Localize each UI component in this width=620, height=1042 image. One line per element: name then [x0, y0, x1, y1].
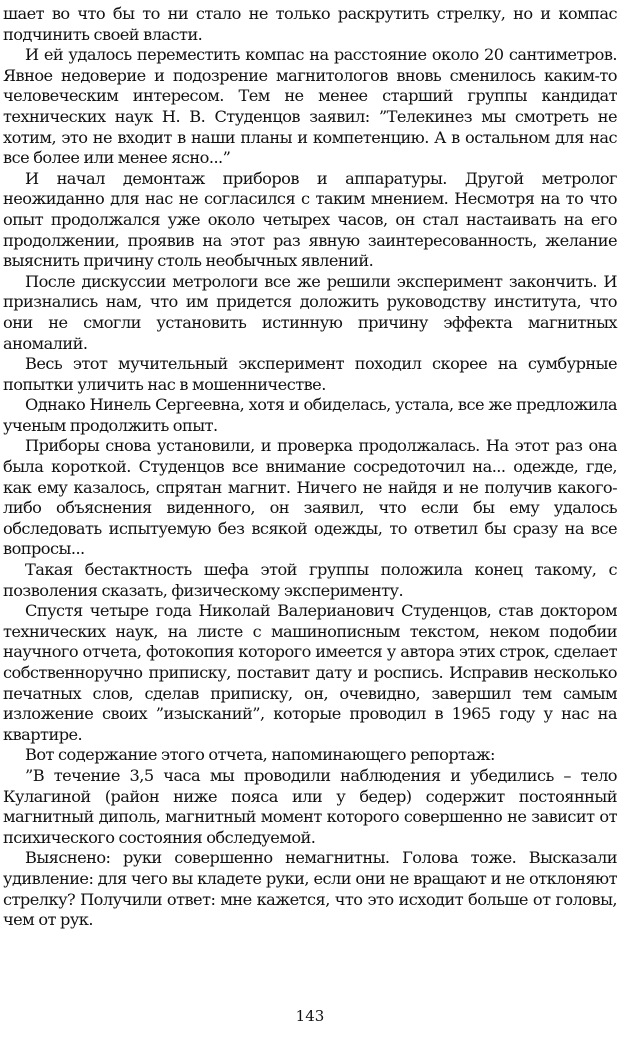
body-text — [3, 4, 617, 931]
paragraph: После дискуссии метрологи все же решили эксперимент закончить. И признались нам, что им придется доложить руководству института, что они не смогли установить истинную причину эффекта магнитных аномалий. — [3, 271, 617, 353]
paragraph: И ей удалось переместить компас на расстояние около 20 сантиметров. Явное недоверие и подозрение магнитологов вновь сменилось каким-то человеческим интересом. Тем не менее старший группы кандидат технических наук Н. В. Студенцов заявил: ”Телекинез мы смотреть не хотим, это не входит в наши планы и компетенцию. А в остальном для нас все более или менее ясно...” — [3, 45, 617, 168]
paragraph: Выяснено: руки совершенно немагнитны. Голова тоже. Высказали удивление: для чего вы кладете руки, если они не вращают и не отклоняют стрелку? Получили ответ: мне кажется, что это исходит больше от головы, чем от рук. — [3, 848, 617, 930]
paragraph: Спустя четыре года Николай Валерианович Студенцов, став доктором технических наук, на листе с машинописным текстом, неком подобии научного отчета, фотокопия которого имеется у автора этих строк, сделает собственноручно приписку, поставит дату и роспись. Исправив несколько печатных слов, сделав приписку, он, очевидно, завершил тем самым изложение своих ”изысканий”, которые проводил в 1965 году у нас на квартире. — [3, 601, 617, 744]
paragraph: Однако Нинель Сергеевна, хотя и обиделась, устала, все же предложила ученым продолжить опыт. — [3, 395, 617, 435]
paragraph: Такая бестактность шефа этой группы положила конец такому, с позволения сказать, физическому эксперименту. — [3, 560, 617, 600]
page-number: 143 — [295, 1007, 325, 1025]
paragraph: шает во что бы то ни стало не только раскрутить стрелку, но и компас подчинить своей власти. — [3, 4, 617, 44]
paragraph: ”В течение 3,5 часа мы проводили наблюдения и убедились – тело Кулагиной (район ниже пояса или у бедер) содержит постоянный магнитный диполь, магнитный момент которого совершенно не зависит от психического состояния обследуемой. — [3, 765, 617, 847]
paragraph: Весь этот мучительный эксперимент походил скорее на сумбурные попытки уличить нас в мошенничестве. — [3, 354, 617, 394]
paragraph: И начал демонтаж приборов и аппаратуры. Другой метролог неожиданно для нас не согласился с таким мнением. Несмотря на то что опыт продолжался уже около четырех часов, он стал настаивать на его продолжении, проявив на этот раз явную заинтересованность, желание выяснить причину столь необычных явлений. — [3, 168, 617, 271]
paragraph: Вот содержание этого отчета, напоминающего репортаж: — [25, 745, 495, 765]
paragraph: Приборы снова установили, и проверка продолжалась. На этот раз она была короткой. Студенцов все внимание сосредоточил на... одежде, где, как ему казалось, спрятан магнит. Ничего не найдя и не получив какого-либо объяснения виденного, он заявил, что если бы ему удалось обследовать испытуемую без всякой одежды, то ответил бы сразу на все вопросы... — [3, 436, 617, 559]
